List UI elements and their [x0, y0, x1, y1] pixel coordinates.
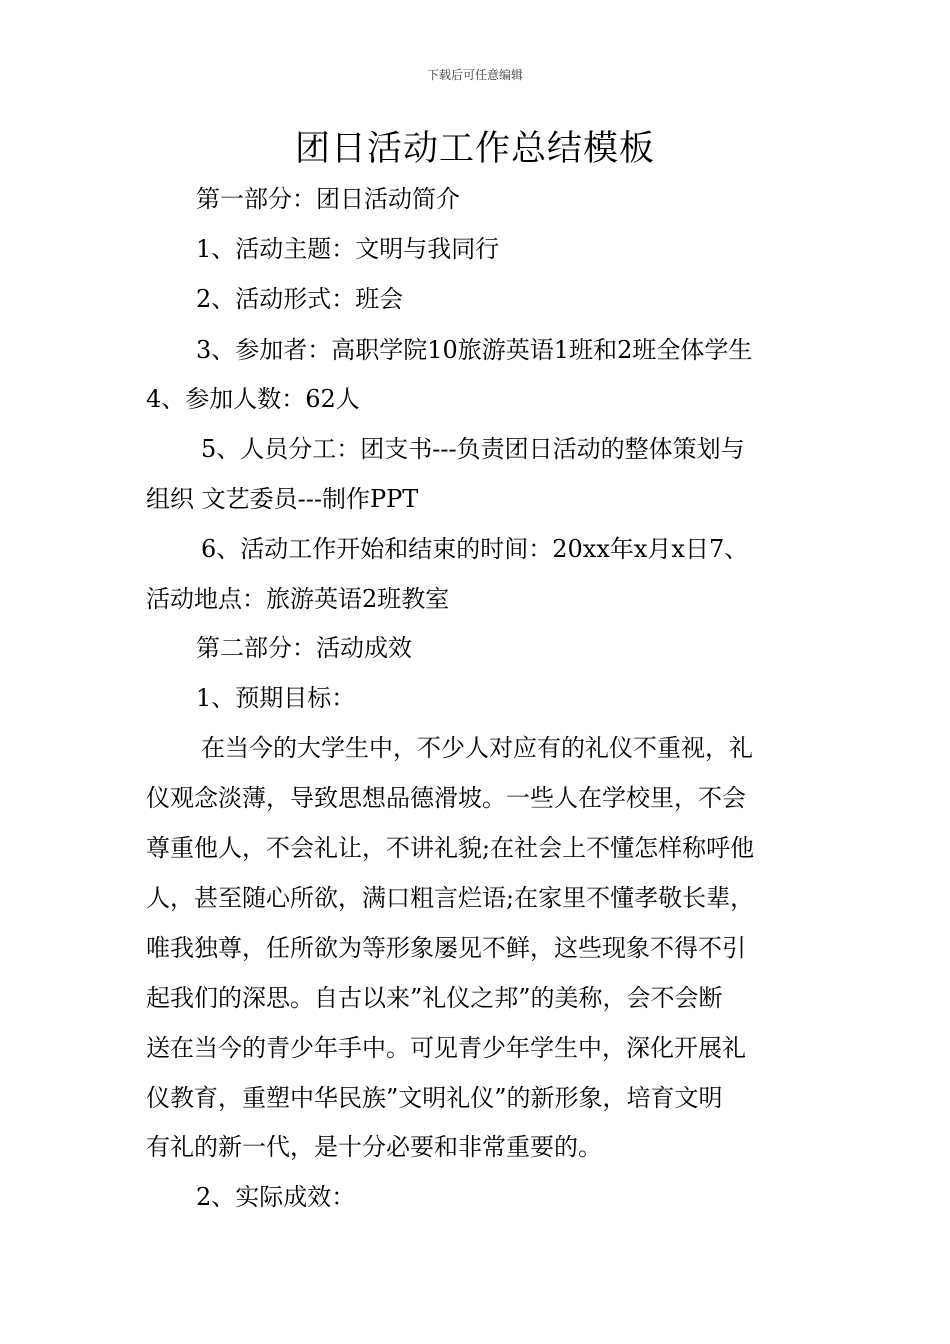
body-line: 5、人员分工：团支书---负责团日活动的整体策划与	[201, 435, 745, 463]
body-line: 2、活动形式：班会	[196, 285, 404, 313]
paragraph-line: 尊重他人，不会礼让，不讲礼貌;在社会上不懂怎样称呼他	[146, 834, 755, 862]
body-line: 4、参加人数：62人	[146, 385, 360, 413]
body-line: 活动地点：旅游英语2班教室	[146, 585, 450, 613]
body-line: 1、活动主题：文明与我同行	[196, 235, 500, 263]
header-note: 下载后可任意编辑	[426, 68, 523, 82]
section-heading: 第二部分：活动成效	[196, 634, 412, 662]
document-title: 团日活动工作总结模板	[294, 129, 655, 169]
body-line: 6、活动工作开始和结束的时间：20xx年x月x日7、	[201, 535, 749, 563]
paragraph-line: 起我们的深思。自古以来”礼仪之邦”的美称，会不会断	[146, 984, 723, 1012]
body-line: 组织 文艺委员---制作PPT	[146, 485, 419, 513]
paragraph-line: 仪教育，重塑中华民族”文明礼仪”的新形象，培育文明	[146, 1084, 723, 1112]
paragraph-line: 在当今的大学生中，不少人对应有的礼仪不重视，礼	[201, 734, 753, 762]
body-line: 3、参加者：高职学院10旅游英语1班和2班全体学生	[196, 336, 753, 364]
paragraph-line: 唯我独尊，任所欲为等形象屡见不鲜，这些现象不得不引	[146, 934, 746, 962]
paragraph-line: 送在当今的青少年手中。可见青少年学生中，深化开展礼	[146, 1034, 746, 1062]
paragraph-line: 仪观念淡薄，导致思想品德滑坡。一些人在学校里，不会	[146, 784, 746, 812]
body-line: 1、预期目标：	[196, 684, 356, 712]
paragraph-line: 人，甚至随心所欲，满口粗言烂语;在家里不懂孝敬长辈，	[146, 884, 755, 912]
paragraph-line: 有礼的新一代，是十分必要和非常重要的。	[146, 1133, 602, 1161]
section-heading: 第一部分：团日活动简介	[196, 185, 460, 213]
body-line: 2、实际成效：	[196, 1183, 356, 1211]
